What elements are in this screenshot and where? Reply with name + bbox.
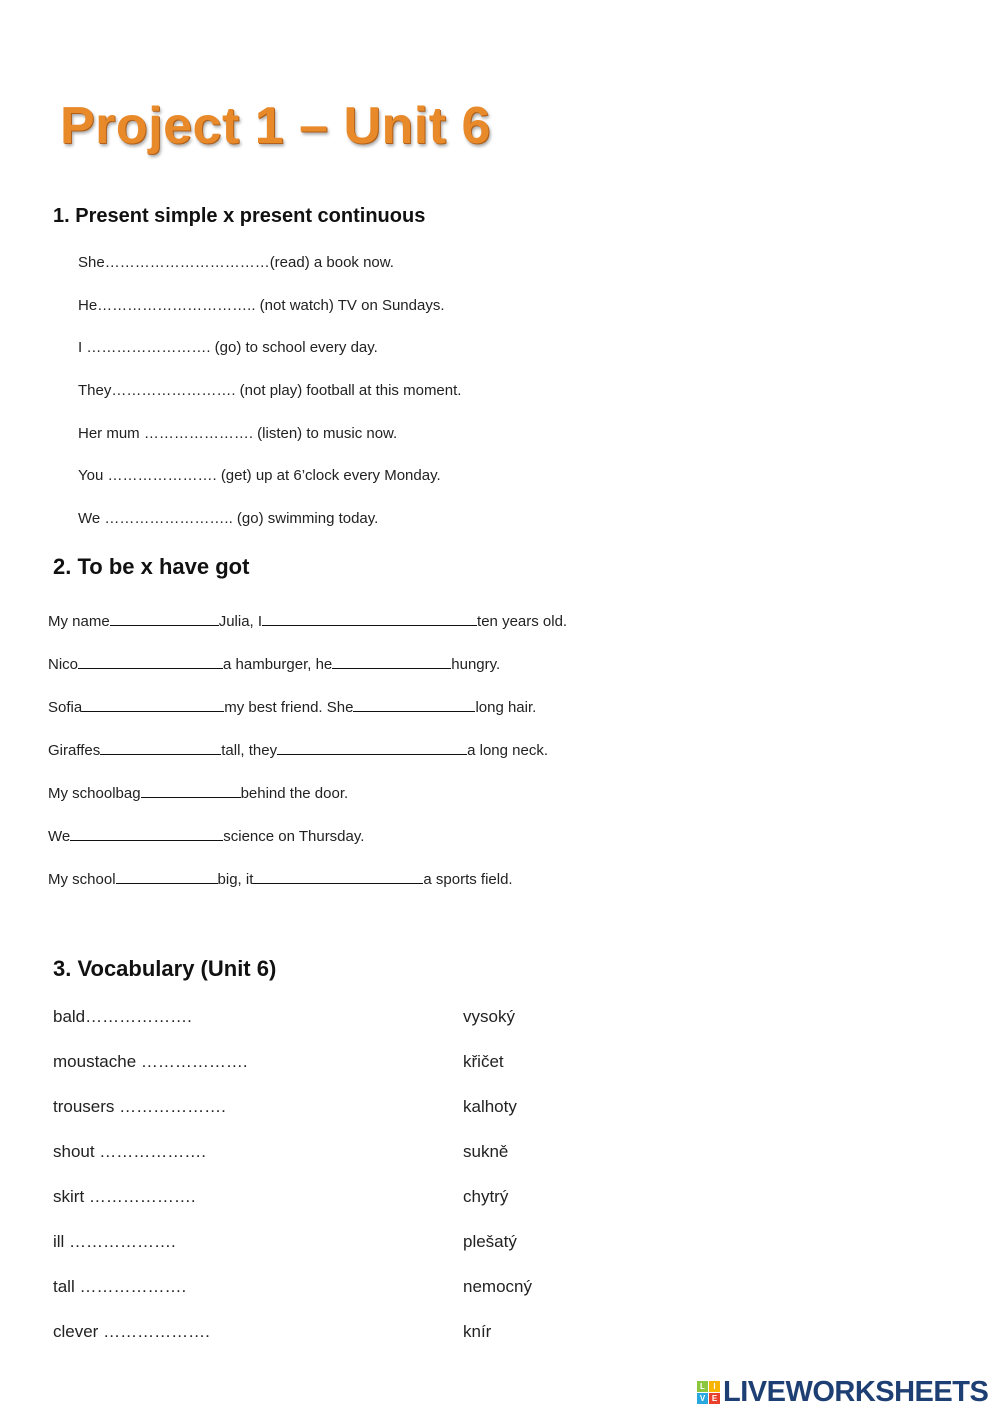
vocab-czech: knír <box>463 1322 492 1341</box>
exercise-row <box>48 783 348 802</box>
answer-blank[interactable] <box>332 654 451 669</box>
text-part: Sofia <box>48 699 83 716</box>
vocab-english: tall ………………. <box>53 1277 187 1296</box>
answer-blank[interactable] <box>277 740 467 755</box>
vocab-english: moustache ………………. <box>53 1052 248 1071</box>
exercise-row <box>48 611 567 630</box>
text-part: a hamburger, he <box>223 656 333 673</box>
exercise-item: He………………………….. (not watch) TV on Sundays. <box>78 297 445 314</box>
text-part: behind the door. <box>240 785 349 802</box>
exercise-row <box>48 654 500 673</box>
logo-cubes-icon: L I V E <box>697 1381 720 1404</box>
text-part: tall, they <box>221 742 278 759</box>
answer-blank[interactable] <box>141 783 241 798</box>
vocab-english: ill ………………. <box>53 1232 176 1251</box>
exercise-item: You …………………. (get) up at 6’clock every Monday. <box>78 467 441 484</box>
answer-blank[interactable] <box>262 611 477 626</box>
answer-blank[interactable] <box>100 740 221 755</box>
answer-blank[interactable] <box>353 697 475 712</box>
vocab-english: skirt ………………. <box>53 1187 196 1206</box>
text-part: science on Thursday. <box>223 828 365 845</box>
exercise-item: She……………………………(read) a book now. <box>78 254 394 271</box>
text-part: My school <box>48 871 116 888</box>
exercise-item: I ……………………. (go) to school every day. <box>78 339 378 356</box>
text-part: Giraffes <box>48 742 101 759</box>
logo-text: LIVEWORKSHEETS <box>723 1376 989 1408</box>
exercise-row <box>48 740 548 759</box>
text-part: big, it <box>217 871 254 888</box>
text-part: my best friend. She <box>224 699 354 716</box>
exercise-row <box>48 697 536 716</box>
text-part: long hair. <box>475 699 537 716</box>
answer-blank[interactable] <box>116 869 218 884</box>
text-part: We <box>48 828 71 845</box>
text-part: hungry. <box>451 656 501 673</box>
page-title: Project 1 – Unit 6 <box>60 97 491 155</box>
vocab-czech: vysoký <box>463 1007 515 1026</box>
vocab-czech: nemocný <box>463 1277 532 1296</box>
answer-blank[interactable] <box>253 869 423 884</box>
vocab-czech: chytrý <box>463 1187 509 1206</box>
text-part: ten years old. <box>477 613 568 630</box>
exercise-row <box>48 869 513 888</box>
exercise-item: Her mum …………………. (listen) to music now. <box>78 425 398 442</box>
answer-blank[interactable] <box>70 826 223 841</box>
text-part: Julia, I <box>218 613 263 630</box>
vocab-czech: plešatý <box>463 1232 517 1251</box>
text-part: Nico <box>48 656 79 673</box>
text-part: a sports field. <box>423 871 513 888</box>
answer-blank[interactable] <box>78 654 223 669</box>
vocab-czech: kalhoty <box>463 1097 517 1116</box>
exercise-item: They……………………. (not play) football at this moment. <box>78 382 462 399</box>
liveworksheets-logo <box>697 1376 988 1409</box>
exercise-item: We …………………….. (go) swimming today. <box>78 510 379 527</box>
vocab-czech: křičet <box>463 1052 504 1071</box>
text-part: My schoolbag <box>48 785 141 802</box>
section1-heading: 1. Present simple x present continuous <box>53 205 426 227</box>
vocab-english: bald………………. <box>53 1007 192 1026</box>
vocab-czech: sukně <box>463 1142 509 1161</box>
vocab-english: trousers ………………. <box>53 1097 226 1116</box>
answer-blank[interactable] <box>82 697 224 712</box>
section3-heading: 3. Vocabulary (Unit 6) <box>53 956 277 981</box>
vocab-english: clever ………………. <box>53 1322 210 1341</box>
text-part: My name <box>48 613 110 630</box>
exercise-row <box>48 826 364 845</box>
section2-heading: 2. To be x have got <box>53 554 250 579</box>
vocab-english: shout ………………. <box>53 1142 207 1161</box>
text-part: a long neck. <box>467 742 549 759</box>
answer-blank[interactable] <box>110 611 219 626</box>
